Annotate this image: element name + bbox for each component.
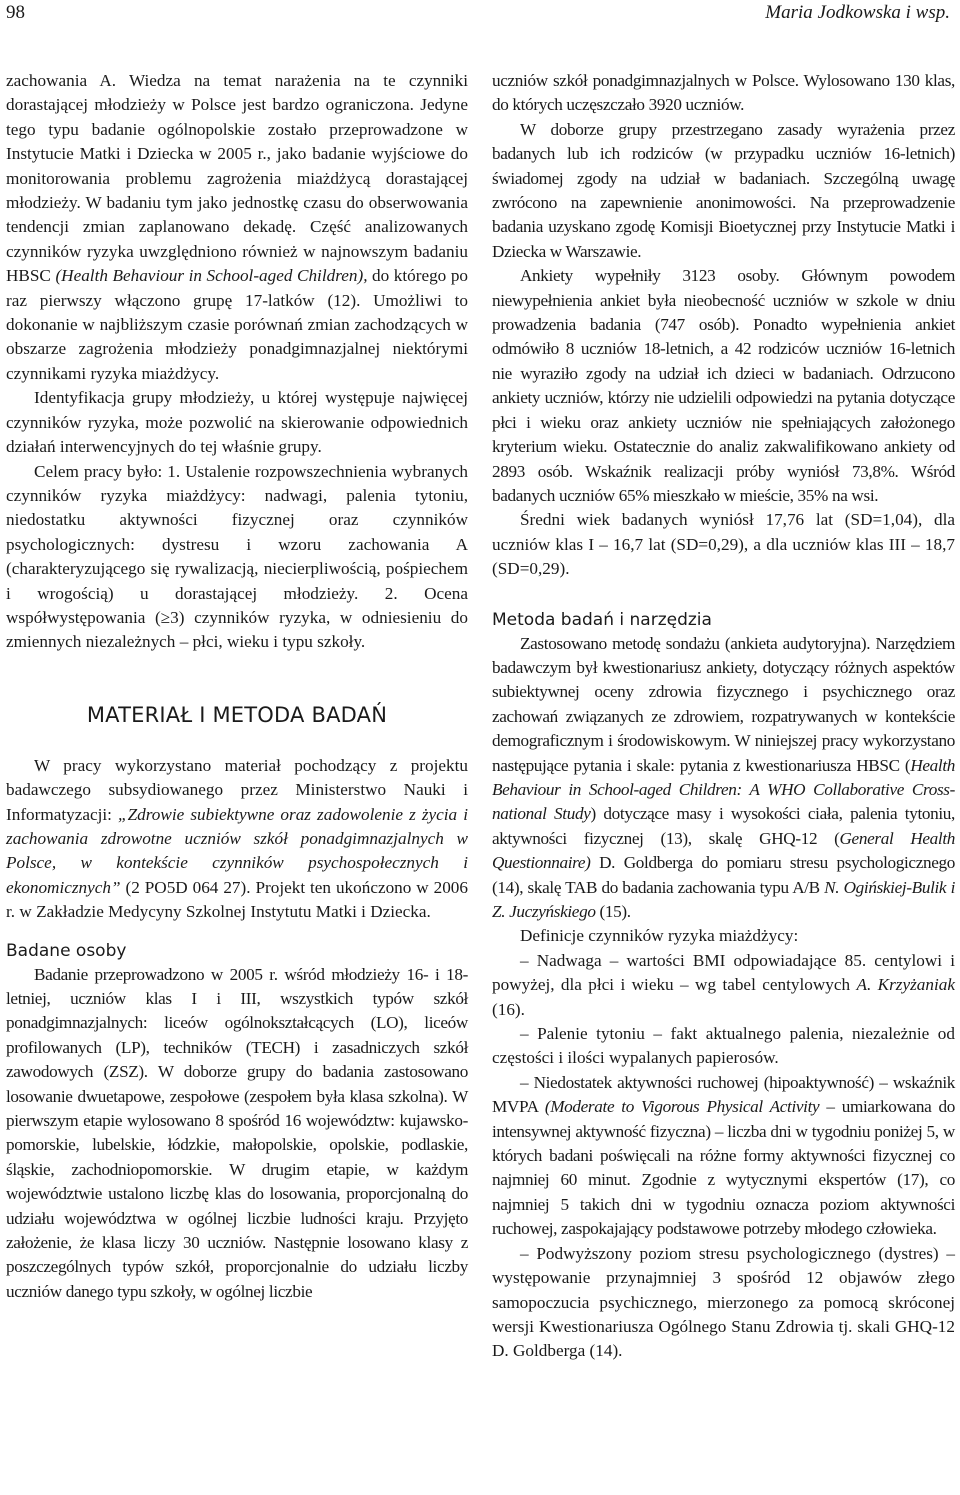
paragraph-definitions: Definicje czynników ryzyka miażdżycy: (520, 926, 799, 946)
definition-overweight: – Nadwaga – wartości BMI odpowiadające 85. centylowi i powyżej, dla płci i wieku – wg tabel centylowych A. Krzyżaniak (16). (492, 950, 955, 1019)
paragraph-intro: zachowania A. Wiedza na temat narażenia na te czynniki dorastającej młodzieży w Polsce jest bardzo ograniczona. Jedyne tego typu badanie ogólnopolskie zostało przeprowadzone w Instytucie Matki i Dziecka w 2005 r., jako badanie wyjściowe do monitorowania problemu zagrożenia miażdżycą dorastającej młodzieży. W badaniu tym jako jednostkę czasu do obserwowania tendencji zmian zaplanowano dekadę. Część analizowanych czynników ryzyka uwzględniono również w najnowszym badaniu HBSC (Health Behaviour in School-aged Children), do którego po raz pierwszy włączono grupę 17-latków (12). Umożliwi to dokonanie w najbliższym czasie porównań zmian zachodzących w obszarze zagrożenia młodzieży ponadgimnazjalnej niektórymi czynnikami ryzyka miażdżycy. (6, 71, 469, 383)
definition-smoking: – Palenie tytoniu – fakt aktualnego palenia, niezależnie od częstości i ilości wypalanych papierosów. (492, 1024, 955, 1068)
paragraph-subjects: Badanie przeprowadzono w 2005 r. wśród młodzieży 16- i 18-letniej, uczniów klas I i III, wszystkich typów szkół ponadgimnazjalnych: liceów ogólnokształcących (LO), liceów profilowanych (LP), techników (TECH) i zasadniczych szkół zawodowych (ZSZ). W doborze grupy do badania zastosowano losowanie dwuetapowe, zespołowe (zespołem była klasa szkolna). W pierwszym etapie wylosowano 8 spośród 16 województw: kujawsko-pomorskie, lubelskie, łódzkie, małopolskie, opolskie, podlaskie, śląskie, zachodniopomorskie. W drugim etapie, w każdym województwie ustalono liczbę klas do losowania, proporcjonalną do udziału województwa w ogólnej liczbie ludności kraju. Przyjęto założenie, że klasa liczy 30 uczniów. Następnie losowano klasy z poszczególnych typów szkół, proporcjonalnie do udziału liczby uczniów danego typu szkoły, w ogólnej liczbie (6, 964, 468, 1301)
paragraph-identification: Identyfikacja grupy młodzieży, u której występuje najwięcej czynników ryzyka, może pozwolić na skierowanie odpowiednich działań interwencyjnych do tej właśnie grupy. (6, 388, 468, 457)
paragraph-aims: Celem pracy było: 1. Ustalenie rozpowszechnienia wybranych czynników ryzyka miażdżycy: nadwagi, palenia tytoniu, niedostatku aktywności fizycznej oraz czynników psychologicznych: dystresu i wzoru zachowania A (charakteryzującego się rywalizacją, niecierpliwością, pośpiechem i wrogością) u dorastającej młodzieży. 2. Ocena współwystępowania (≥3) czynników ryzyka, w odniesieniu do zmiennych niezależnych – płci, wieku i typu szkoły. (6, 461, 468, 652)
paragraph-age: Średni wiek badanych wyniósł 17,76 lat (SD=1,04), dla uczniów klas I – 16,7 lat (SD=0,29), a dla uczniów klas III – 18,7 (SD=0,29). (492, 510, 955, 579)
definition-hypoactivity: – Niedostatek aktywności ruchowej (hipoaktywność) – wskaźnik MVPA (Moderate to Vigorous Physical Activity – umiarkowana do intensywnej aktywność fizyczna) – liczba dni w tygodniu poniżej 5, w których badani poświęcali na różne formy aktywności fizycznej co najmniej 60 minut. Zgodnie z wytycznymi ekspertów (17), co najmniej 5 takich dni w tygodniu oznacza poziom aktywności ruchowej, zaspokajający podstawowe potrzeby młodego człowieka. (492, 1072, 955, 1239)
page-number: 98 (6, 2, 25, 23)
subheading-subjects: Badane osoby (6, 940, 127, 961)
paragraph-response: Ankiety wypełniły 3123 osoby. Głównym powodem niewypełnienia ankiet była nieobecność uczniów w szkole w dniu prowadzenia badania (747 osób). Ponadto wypełnienia ankiet odmówiło 8 uczniów 18-letnich, a 42 rodziców uczniów 16-letnich nie wyraziło zgody na udział ich dzieci w badaniach. Odrzucono ankiety uczniów, którzy nie udzielili odpowiedzi na pytania dotyczące płci i wieku oraz ankiety uczniów nie spełniających założonego kryterium wieku. Ostatecznie do analiz zakwalifikowano ankiety od 2893 osób. Wskaźnik realizacji próby wyniósł 73,8%. Wśród badanych uczniów 65% mieszkało w mieście, 35% na wsi. (492, 266, 955, 505)
paragraph-consent: W doborze grupy przestrzegano zasady wyrażenia przez badanych lub ich rodziców (w przypadku uczniów 16-letnich) świadomej zgody na udział w badaniach. Szczególną uwagę zwrócono na zapewnienie anonimowości. Na przeprowadzenie badania uzyskano zgodę Komisji Bioetycznej przy Instytucie Matki i Dziecka w Warszawie. (492, 119, 955, 261)
right-column (492, 69, 955, 1364)
definition-distress: – Podwyższony poziom stresu psychologicznego (dystres) – występowanie przynajmniej 3 spośród 12 objawów złego samopoczucia psychicznego, mierzonego za pomocą skróconej wersji Kwestionariusza Ogólnego Stanu Zdrowia tj. skali GHQ-12 D. Goldberga (14). (492, 1243, 955, 1361)
left-column (6, 69, 468, 1304)
paragraph-material: W pracy wykorzystano materiał pochodzący z projektu badawczego subsydiowanego przez Ministerstwo Nauki i Informatyzacji: „Zdrowie subiektywne oraz zadowolenie z życia i zachowania zdrowotne uczniów szkół ponadgimnazjalnych w Polsce, w kontekście czynników psychospołecznych i ekonomicznych” (2 PO5D 064 27). Projekt ten ukończono w 2006 r. w Zakładzie Medycyny Szkolnej Instytutu Matki i Dziecka. (6, 755, 469, 922)
section-heading: MATERIAŁ I METODA BADAŃ (86, 702, 388, 727)
paragraph-sample-continued: uczniów szkół ponadgimnazjalnych w Polsce. Wylosowano 130 klas, do których uczęszczało 3920 uczniów. (492, 71, 955, 115)
subheading-methods: Metoda badań i narzędzia (492, 609, 712, 630)
paragraph-methods: Zastosowano metodę sondażu (ankieta audytoryjna). Narzędziem badawczym był kwestionariusz ankiety, dotyczący różnych aspektów subiektywnej oceny zdrowia fizycznego i psychicznego oraz zachowań związanych ze zdrowiem, rozpatrywanych w kontekście demograficznym i środowiskowym. W niniejszej pracy wykorzystano następujące pytania i skale: pytania z kwestionariusza HBSC (Health Behaviour in School-aged Children: A WHO Collaborative Cross-national Study) dotyczące masy i wysokości ciała, palenia tytoniu, aktywności fizycznej (13), skalę GHQ-12 (General Health Questionnaire) D. Goldberga do pomiaru stresu psychologicznego (14), skalę TAB do badania zachowania typu A/B N. Ogińskiej-Bulik i Z. Juczyńskiego (15). (492, 633, 955, 921)
running-head: Maria Jodkowska i wsp. (765, 2, 950, 23)
